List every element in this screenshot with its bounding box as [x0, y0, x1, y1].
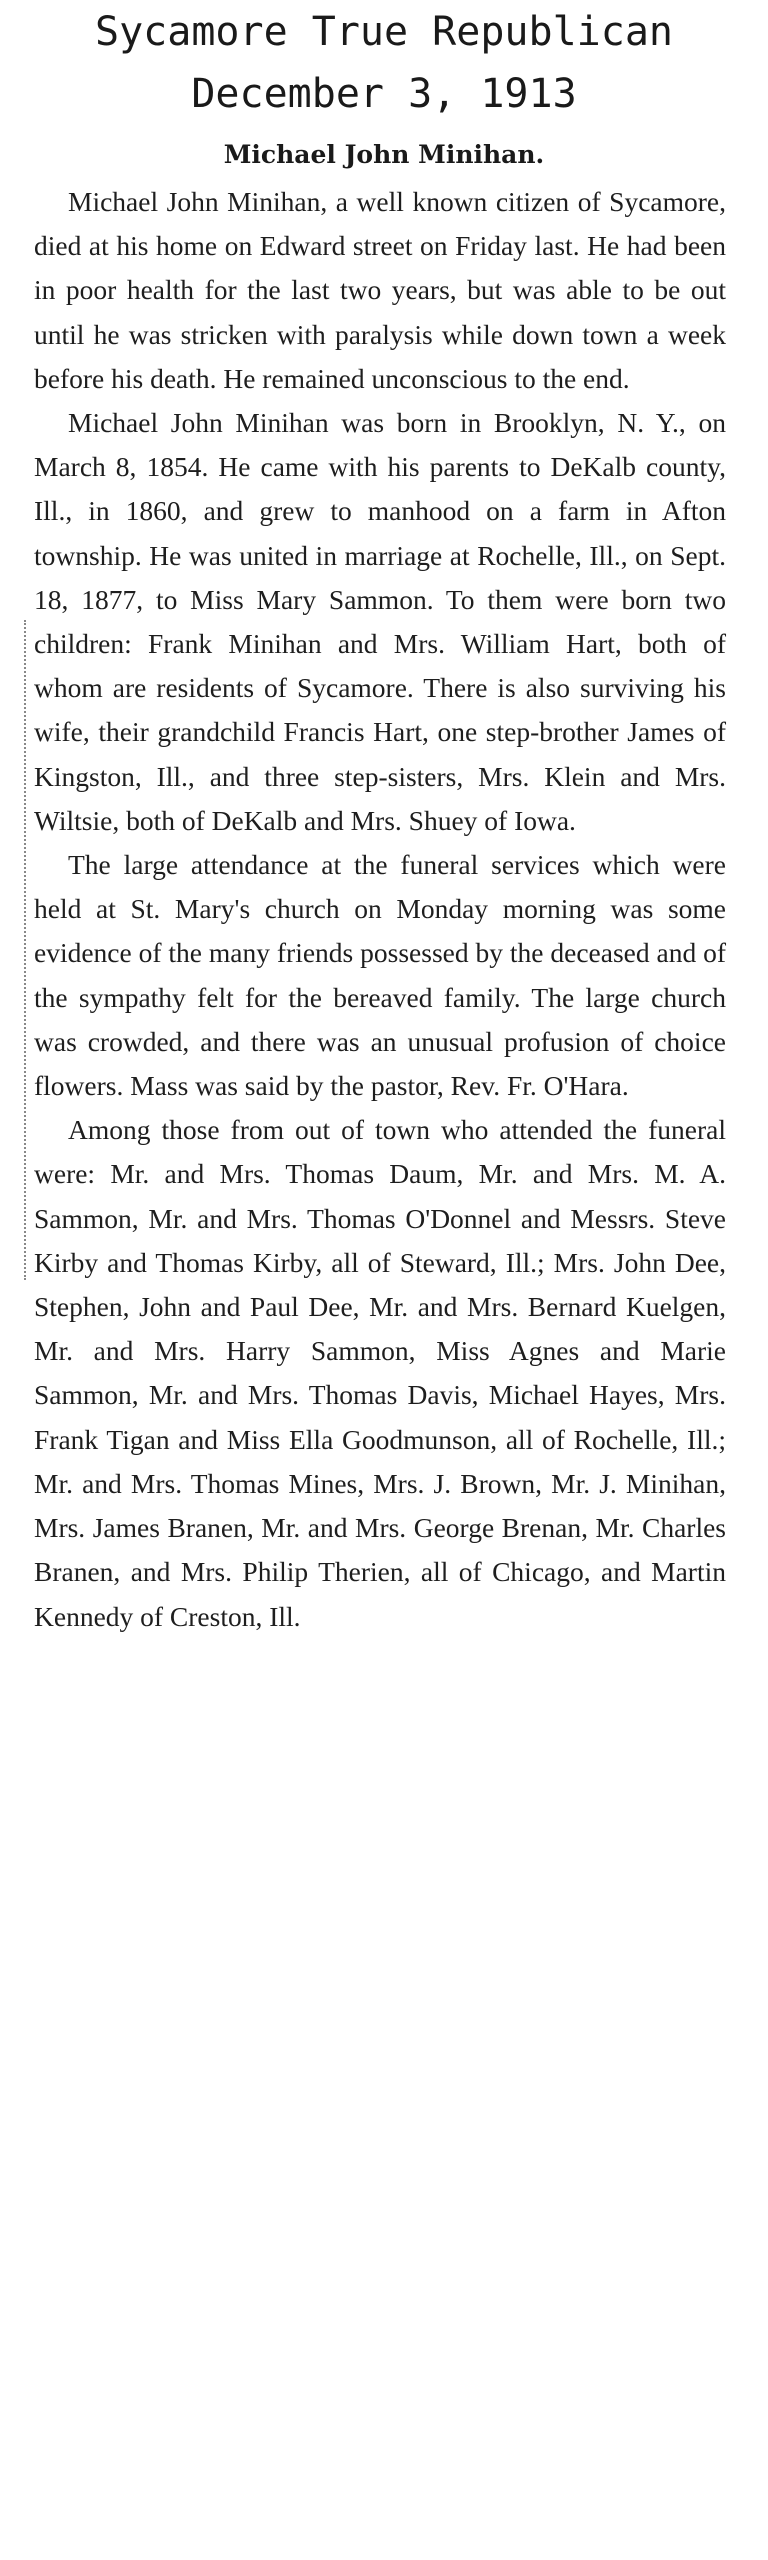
- article-paragraph: The large attendance at the funeral services which were held at St. Mary's church on Monday morning was some evidence of the many friends possessed by the deceased and of the sympathy felt for the bereaved family. The large church was crowded, and there was an unusual profusion of choice flowers. Mass was said by the pastor, Rev. Fr. O'Hara.: [34, 849, 726, 1102]
- article-headline: Michael John Minihan.: [223, 140, 545, 169]
- article-paragraph: Among those from out of town who attended the funeral were: Mr. and Mrs. Thomas Daum, Mr. and Mrs. M. A. Sammon, Mr. and Mrs. Thomas O'Donnel and Messrs. Steve Kirby and Thomas Kirby, all of Steward, Ill.; Mrs. John Dee, Stephen, John and Paul Dee, Mr. and Mrs. Bernard Kuelgen, Mr. and Mrs. Harry Sammon, Miss Agnes and Marie Sammon, Mr. and Mrs. Thomas Davis, Michael Hayes, Mrs. Frank Tigan and Miss Ella Goodmunson, all of Rochelle, Ill.; Mr. and Mrs. Thomas Mines, Mrs. J. Brown, Mr. J. Minihan, Mrs. James Branen, Mr. and Mrs. George Brenan, Mr. Charles Branen, and Mrs. Philip Therien, all of Chicago, and Martin Kennedy of Creston, Ill.: [34, 1114, 726, 1632]
- publication-date: December 3, 1913: [191, 71, 577, 117]
- article-paragraph: Michael John Minihan was born in Brooklyn, N. Y., on March 8, 1854. He came with his parents to DeKalb county, Ill., in 1860, and grew to manhood on a farm in Afton township. He was united in marriage at Rochelle, Ill., on Sept. 18, 1877, to Miss Mary Sammon. To them were born two children: Frank Minihan and Mrs. William Hart, both of whom are residents of Sycamore. There is also surviving his wife, their grandchild Francis Hart, one step-brother James of Kingston, Ill., and three step-sisters, Mrs. Klein and Mrs. Wiltsie, both of DeKalb and Mrs. Shuey of Iowa.: [34, 407, 726, 836]
- article-body: [34, 180, 726, 1639]
- article-paragraph: Michael John Minihan, a well known citizen of Sycamore, died at his home on Edward street on Friday last. He had been in poor health for the last two years, but was able to be out until he was stricken with paralysis while down town a week before his death. He remained unconscious to the end.: [34, 186, 726, 394]
- column-margin-mark: [24, 620, 26, 1280]
- newspaper-title: Sycamore True Republican: [95, 9, 673, 55]
